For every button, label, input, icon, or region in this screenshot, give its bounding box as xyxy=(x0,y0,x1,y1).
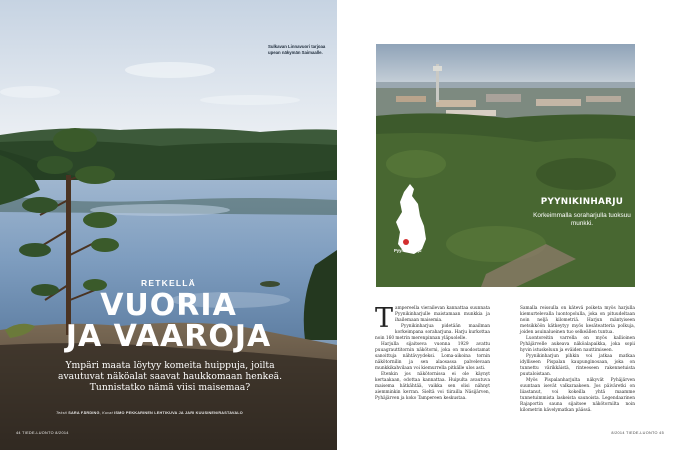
paragraph: Samalla reissulla on kätevä poiketa myös harjulla kiemurtelevalla luontopolulla, joka on pituudeltaan noin neljä kilometriä. Harjun mäntyiseen metsikköön kätkeytyy myös kesäteatteria polkuja, joiden asuinalueinen tuo selkeällen tuntua. xyxy=(520,306,635,336)
credit-photographers: ISMO PEKKARINEN LEHTIKUVA JA JARI KUUSINEN/RASTAVALO xyxy=(114,411,243,415)
credit-mid: Kuvat xyxy=(102,411,113,415)
drop-cap: T xyxy=(375,303,394,334)
article-column-1 xyxy=(375,303,490,402)
paragraph: Tampereella vierailevan kannattaa suunnata Pyynikinharjulle maistamaan munkkia ja ihailemaan maisemia. xyxy=(375,303,490,334)
paragraph: Etenkin jos näkötornissa ei ole käynyt kertaakaan, odottaa kannattaa. Huipulta avautuva maisema hätkähtää, vaikka sen olisi nähnyt aiemminkin kerran. Sieltä voi tiirailla Näsijärven, Pyhäjärven ja koko Tampereen keskustaa. xyxy=(375,372,490,402)
photo-title: PYYNIKINHARJU xyxy=(540,197,624,207)
title-line-1: VUORIA xyxy=(100,288,237,323)
credit-prefix: Teksti xyxy=(56,411,67,415)
page-folio-left: 44 TIEDE-LUONTO 8/2014 xyxy=(16,431,69,435)
section-kicker: RETKELLÄ xyxy=(141,278,196,288)
paragraph: Pyynikinharjun pihkin voi jatkaa matkaa idylliseen Pispalan kaupunginosaan, joka on tunnettu värikkäistä, rinteeseen rakennetuista puutaloistaan. xyxy=(520,354,635,378)
article-lead: Ympäri maata löytyy komeita huippuja, joilta avautuvat näköalat saavat haukkomaan henkeä. Tunnistatko nämä viisi maisemaa? xyxy=(57,360,283,393)
paragraph: Pyynikinharjua pidetään maailman korkeimpana soraharjuna. Harju kurkottaa noin 160 metrin merenpinnan yläpuolelle. xyxy=(375,324,490,342)
credit-author: SARA FÄRDING xyxy=(68,411,100,415)
photo-caption: Sulkavan Linnavuori tarjoaa upean näkymän Saimaalle. xyxy=(268,44,326,55)
article-column-2 xyxy=(520,306,635,414)
right-page xyxy=(337,0,674,450)
page-folio-right: 8/2014 TIEDE-LUONTO 45 xyxy=(611,431,664,435)
map-label: Pyynikinharju xyxy=(394,248,422,253)
article-title xyxy=(0,290,337,352)
article-credit: Teksti SARA FÄRDING, Kuvat ISMO PEKKARINEN LEHTIKUVA JA JARI KUUSINEN/RASTAVALO xyxy=(56,411,243,415)
paragraph: Myös Pispalanharjulta näkyvät Pyhäjärven suuntaan isevät valkaraakeen. Jos päiväretki on liiastanut, voi kokeilla yhtä maamme tunnetuimmista laskeista saunoista. Legendaarinen Rajaportin sauna sijaitsee näkötornilta noin kilometrin kävelymatkan päässä. xyxy=(520,378,635,414)
photo-subtitle: Korkeimmalla soraharjulla tuoksuu munkki. xyxy=(533,212,631,227)
aerial-photo xyxy=(376,44,635,287)
paragraph: Harjulla sijaitseva vuonna 1929 avattu puuagrauttitornin näkötorni, joka on muodostamat sanoittuja nähtävyydeksi. Loma-aikoina tornin näkötornilin ja sen alaosassa palvelevaan munkkikahvilaan voi kiemurrella pitkälle ulos asti. xyxy=(375,342,490,372)
paragraph: Luontoreitin varrella on myös kallioinen Pyhäjärvelle aukeava näköalapaikka, joka sopii hyvin istuskeluun ja eväiden nauttimiseen. xyxy=(520,336,635,354)
title-line-2: JA VAAROJA xyxy=(65,319,272,354)
